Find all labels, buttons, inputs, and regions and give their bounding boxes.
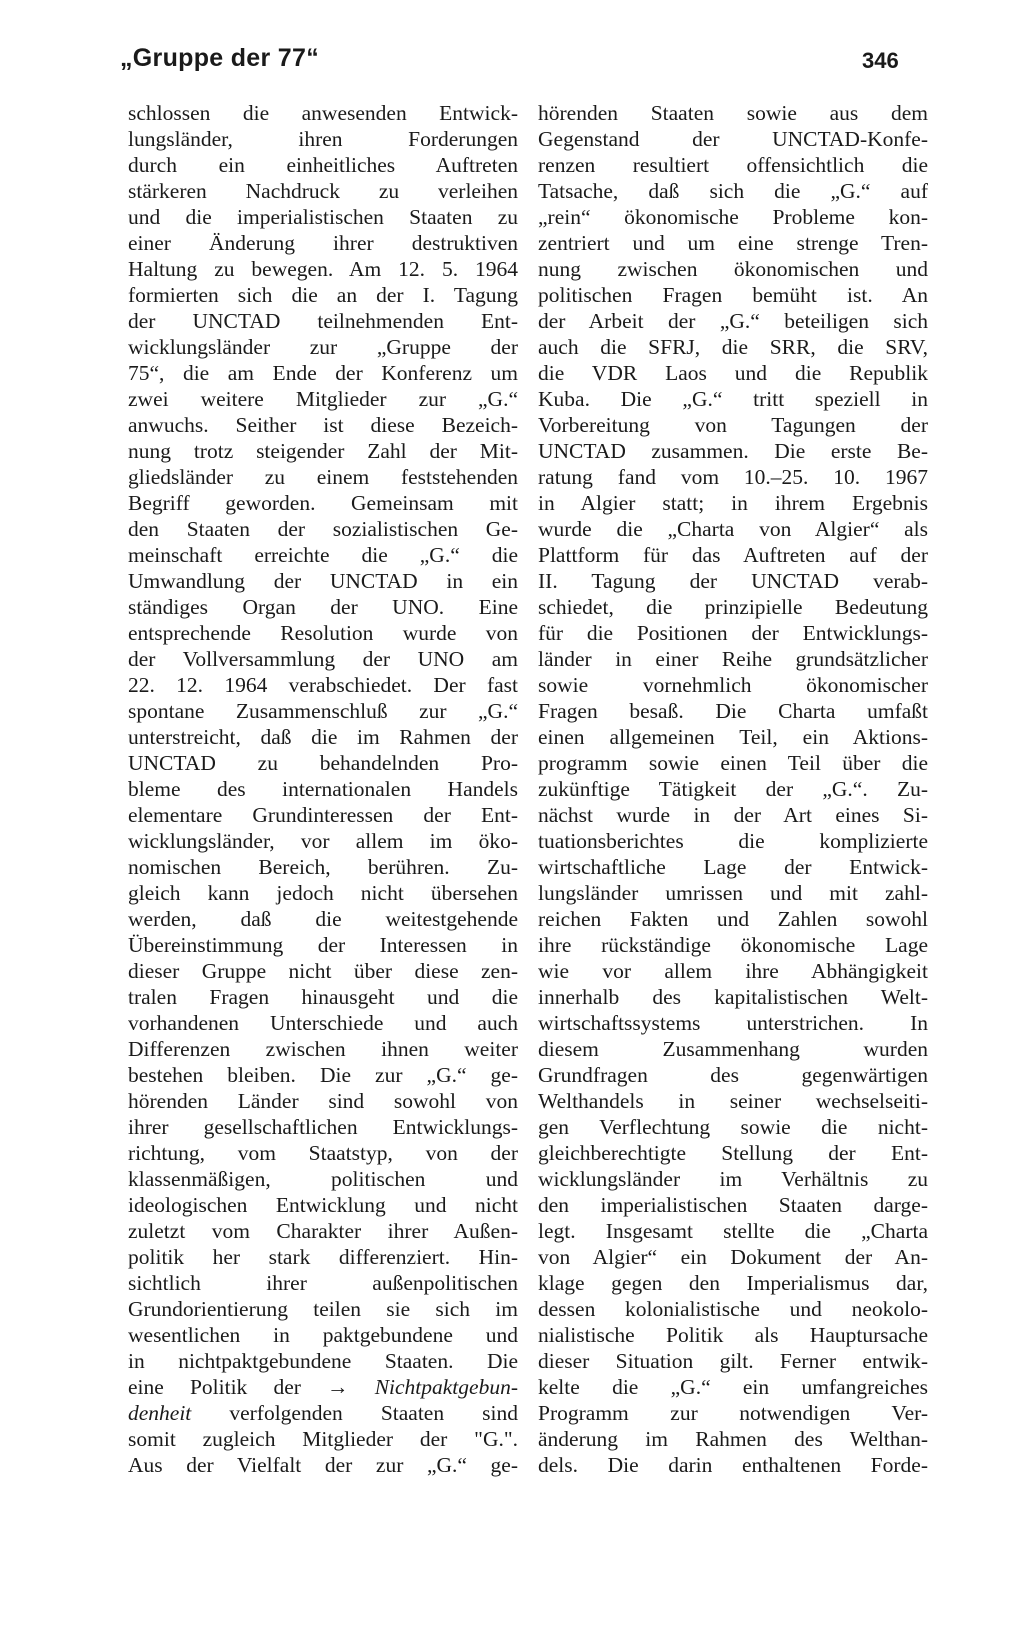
text-line: richtung, vom Staatstyp, von der xyxy=(128,1141,518,1165)
text-line: somit zugleich Mitglieder der "G.". xyxy=(128,1427,518,1451)
text-line: kelte die „G.“ ein umfangreiches xyxy=(538,1375,928,1399)
text-line: gleich kann jedoch nicht übersehen xyxy=(128,881,518,905)
text-line: sowie vornehmlich ökonomischer xyxy=(538,673,928,697)
text-line: durch ein einheitliches Auftreten xyxy=(128,153,518,177)
text-line: wicklungsländer zur „Gruppe der xyxy=(128,335,518,359)
text-line: hörenden Länder sind sowohl von xyxy=(128,1089,518,1113)
text-line: 22. 12. 1964 verabschiedet. Der fast xyxy=(128,673,518,697)
text-line: meinschaft erreichte die „G.“ die xyxy=(128,543,518,567)
text-line: spontane Zusammenschluß zur „G.“ xyxy=(128,699,518,723)
text-line: Gegenstand der UNCTAD-Konfe- xyxy=(538,127,928,151)
text-line: der Arbeit der „G.“ beteiligen sich xyxy=(538,309,928,333)
text-line: programm sowie einen Teil über die xyxy=(538,751,928,775)
text-line: UNCTAD zu behandelnden Pro- xyxy=(128,751,518,775)
text-line: nächst wurde in der Art eines Si- xyxy=(538,803,928,827)
text-line: Übereinstimmung der Interessen in xyxy=(128,933,518,957)
text-line: dessen kolonialistische und neokolo- xyxy=(538,1297,928,1321)
text-line: zukünftige Tätigkeit der „G.“. Zu- xyxy=(538,777,928,801)
text-line: legt. Insgesamt stellte die „Charta xyxy=(538,1219,928,1243)
text-line: dieser Situation gilt. Ferner entwik- xyxy=(538,1349,928,1373)
text-line: von Algier“ ein Dokument der An- xyxy=(538,1245,928,1269)
text-line: tuationsberichtes die komplizierte xyxy=(538,829,928,853)
text-line: für die Positionen der Entwicklungs- xyxy=(538,621,928,645)
text-line: Differenzen zwischen ihnen weiter xyxy=(128,1037,518,1061)
text-line: Tatsache, daß sich die „G.“ auf xyxy=(538,179,928,203)
text-line: lungsländer, ihren Forderungen xyxy=(128,127,518,151)
text-line: wie vor allem ihre Abhängigkeit xyxy=(538,959,928,983)
text-line: schlossen die anwesenden Entwick- xyxy=(128,101,518,125)
text-line: entsprechende Resolution wurde von xyxy=(128,621,518,645)
left-column xyxy=(128,100,518,1478)
text-line: der UNCTAD teilnehmenden Ent- xyxy=(128,309,518,333)
text-line: nung zwischen ökonomischen und xyxy=(538,257,928,281)
text-line: gliedsländer zu einem feststehenden xyxy=(128,465,518,489)
text-line: und die imperialistischen Staaten zu xyxy=(128,205,518,229)
page-number: 346 xyxy=(862,48,899,73)
text-run: verfolgenden Staaten sind xyxy=(191,1401,518,1425)
text-line: schiedet, die prinzipielle Bedeutung xyxy=(538,595,928,619)
text-line: Grundorientierung teilen sie sich im xyxy=(128,1297,518,1321)
text-line: Grundfragen des gegenwärtigen xyxy=(538,1063,928,1087)
text-line: unterstreicht, daß die im Rahmen der xyxy=(128,725,518,749)
text-line: wurde die „Charta von Algier“ als xyxy=(538,517,928,541)
text-line: 75“, die am Ende der Konferenz um xyxy=(128,361,518,385)
text-line: die VDR Laos und die Republik xyxy=(538,361,928,385)
text-line: „rein“ ökonomische Probleme kon- xyxy=(538,205,928,229)
text-line: Vorbereitung von Tagungen der xyxy=(538,413,928,437)
running-head: „Gruppe der 77“ xyxy=(120,44,319,72)
text-line: Haltung zu bewegen. Am 12. 5. 1964 xyxy=(128,257,518,281)
text-line: reichen Fakten und Zahlen sowohl xyxy=(538,907,928,931)
text-line: gen Verflechtung sowie die nicht- xyxy=(538,1115,928,1139)
text-line: Umwandlung der UNCTAD in ein xyxy=(128,569,518,593)
text-line: dels. Die darin enthaltenen Forde- xyxy=(538,1453,928,1477)
text-line: wicklungsländer im Verhältnis zu xyxy=(538,1167,928,1191)
text-line: vorhandenen Unterschiede und auch xyxy=(128,1011,518,1035)
text-line: ratung fand vom 10.–25. 10. 1967 xyxy=(538,465,928,489)
text-line: anwuchs. Seither ist diese Bezeich- xyxy=(128,413,518,437)
text-line: innerhalb des kapitalistischen Welt- xyxy=(538,985,928,1009)
text-line: Kuba. Die „G.“ tritt speziell in xyxy=(538,387,928,411)
text-line: den Staaten der sozialistischen Ge- xyxy=(128,517,518,541)
text-line: änderung im Rahmen des Welthan- xyxy=(538,1427,928,1451)
text-line: wicklungsländer, vor allem im öko- xyxy=(128,829,518,853)
text-run: eine Politik der → xyxy=(128,1375,375,1399)
text-line: ihre rückständige ökonomische Lage xyxy=(538,933,928,957)
text-line: auch die SFRJ, die SRR, die SRV, xyxy=(538,335,928,359)
text-line xyxy=(128,1400,518,1426)
text-line: in Algier statt; in ihrem Ergebnis xyxy=(538,491,928,515)
italic-term: Nichtpaktgebun- xyxy=(374,1375,518,1399)
text-line: ständiges Organ der UNO. Eine xyxy=(128,595,518,619)
text-line: politischen Fragen bemüht ist. An xyxy=(538,283,928,307)
text-line: den imperialistischen Staaten darge- xyxy=(538,1193,928,1217)
text-line: länder in einer Reihe grundsätzlicher xyxy=(538,647,928,671)
text-line xyxy=(128,1374,518,1400)
text-line: Begriff geworden. Gemeinsam mit xyxy=(128,491,518,515)
text-line: gleichberechtigte Stellung der Ent- xyxy=(538,1141,928,1165)
italic-term: denheit xyxy=(128,1401,192,1425)
text-line: hörenden Staaten sowie aus dem xyxy=(538,101,928,125)
text-line: Plattform für das Auftreten auf der xyxy=(538,543,928,567)
text-line: bleme des internationalen Handels xyxy=(128,777,518,801)
text-line: lungsländer umrissen und mit zahl- xyxy=(538,881,928,905)
right-column-lines xyxy=(538,100,928,1478)
text-line: Aus der Vielfalt der zur „G.“ ge- xyxy=(128,1453,518,1477)
text-line: klassenmäßigen, politischen und xyxy=(128,1167,518,1191)
text-line: ihrer gesellschaftlichen Entwicklungs- xyxy=(128,1115,518,1139)
text-line: dieser Gruppe nicht über diese zen- xyxy=(128,959,518,983)
text-line: nomischen Bereich, berühren. Zu- xyxy=(128,855,518,879)
text-line: elementare Grundinteressen der Ent- xyxy=(128,803,518,827)
text-line: werden, daß die weitestgehende xyxy=(128,907,518,931)
text-line: tralen Fragen hinausgeht und die xyxy=(128,985,518,1009)
text-line: nung trotz steigender Zahl der Mit- xyxy=(128,439,518,463)
text-line: politik her stark differenziert. Hin- xyxy=(128,1245,518,1269)
text-line: nialistische Politik als Hauptursache xyxy=(538,1323,928,1347)
text-line: zentriert und um eine strenge Tren- xyxy=(538,231,928,255)
text-line: bestehen bleiben. Die zur „G.“ ge- xyxy=(128,1063,518,1087)
text-line: II. Tagung der UNCTAD verab- xyxy=(538,569,928,593)
text-line: stärkeren Nachdruck zu verleihen xyxy=(128,179,518,203)
right-column xyxy=(538,100,928,1478)
text-line: einer Änderung ihrer destruktiven xyxy=(128,231,518,255)
left-column-lines xyxy=(128,100,518,1374)
text-line: zwei weitere Mitglieder zur „G.“ xyxy=(128,387,518,411)
text-line: der Vollversammlung der UNO am xyxy=(128,647,518,671)
text-line: zuletzt vom Charakter ihrer Außen- xyxy=(128,1219,518,1243)
text-line: diesem Zusammenhang wurden xyxy=(538,1037,928,1061)
text-line: sichtlich ihrer außenpolitischen xyxy=(128,1271,518,1295)
text-line: wirtschaftliche Lage der Entwick- xyxy=(538,855,928,879)
text-line: renzen resultiert offensichtlich die xyxy=(538,153,928,177)
text-line: UNCTAD zusammen. Die erste Be- xyxy=(538,439,928,463)
text-line: Programm zur notwendigen Ver- xyxy=(538,1401,928,1425)
text-line: einen allgemeinen Teil, ein Aktions- xyxy=(538,725,928,749)
text-line: klage gegen den Imperialismus dar, xyxy=(538,1271,928,1295)
text-line: ideologischen Entwicklung und nicht xyxy=(128,1193,518,1217)
text-line: wirtschaftssystems unterstrichen. In xyxy=(538,1011,928,1035)
text-line: formierten sich die an der I. Tagung xyxy=(128,283,518,307)
text-line: wesentlichen in paktgebundene und xyxy=(128,1323,518,1347)
text-line: Welthandels in seiner wechselseiti- xyxy=(538,1089,928,1113)
text-line: in nichtpaktgebundene Staaten. Die xyxy=(128,1349,518,1373)
text-line: Fragen besaß. Die Charta umfaßt xyxy=(538,699,928,723)
